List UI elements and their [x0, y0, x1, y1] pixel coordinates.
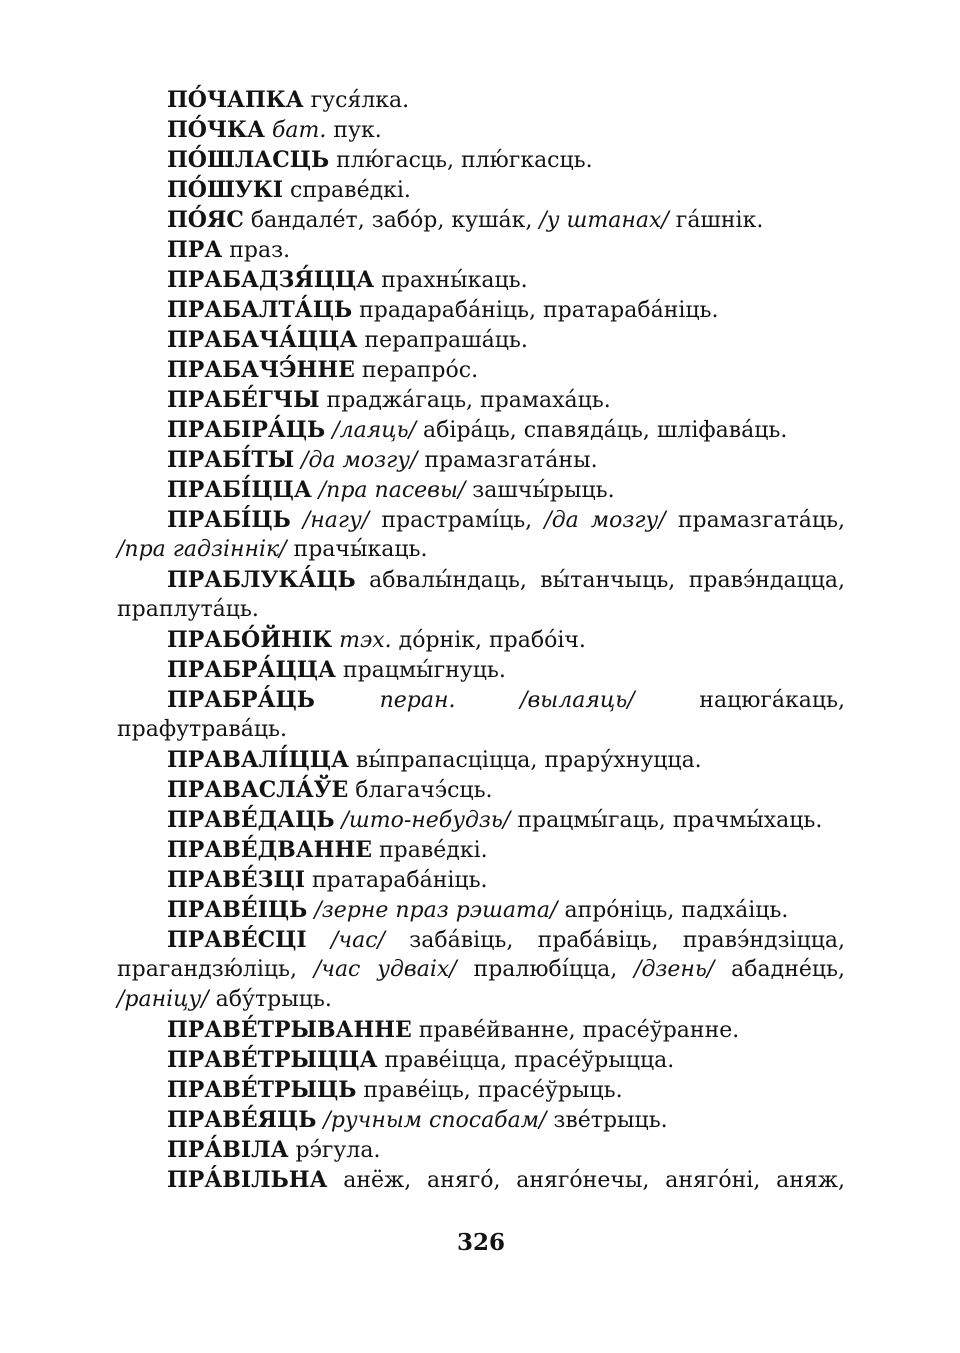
definition-text: нацюга́каць, [634, 688, 845, 713]
definition-text: зашчы́рыць. [465, 478, 615, 503]
entry-line [117, 445, 845, 475]
entry-line [117, 775, 845, 805]
headword: ПРАВЕ́ТРЫВАННЕ [167, 1017, 412, 1043]
definition-text: прадараба́ніць, пратараба́ніць. [352, 298, 719, 323]
usage-label: /лаяць/ [332, 418, 417, 443]
usage-label: перан. [379, 688, 456, 713]
dictionary-entry [117, 685, 845, 745]
definition-text: рэ́гула. [288, 1138, 381, 1163]
definition-text: заба́віць, праба́віць, правэ́ндзіцца, [384, 928, 845, 953]
definition-text: праплута́ць. [117, 597, 259, 622]
dictionary-entry [117, 115, 845, 145]
headword: ПРАВЕ́ДВАННЕ [167, 837, 373, 863]
headword: ПРАБІРА́ЦЬ [167, 417, 326, 443]
headword: ПРАВЕ́ЗЦІ [167, 867, 306, 893]
dictionary-entry [117, 265, 845, 295]
definition-text: справе́дкі. [283, 178, 411, 203]
dictionary-entry [117, 85, 845, 115]
entry-line [117, 235, 845, 265]
definition-text: гуся́лка. [303, 88, 410, 113]
dictionary-entry [117, 835, 845, 865]
definition-text: перапро́с. [354, 358, 479, 383]
definition-text [335, 808, 342, 833]
page-number: 326 [456, 1229, 505, 1256]
definition-text: благачэ́сць. [348, 778, 493, 803]
entry-line [117, 955, 845, 985]
entry-line [117, 325, 845, 355]
entry-line [117, 505, 845, 535]
dictionary-entry [117, 655, 845, 685]
entry-line [117, 385, 845, 415]
headword: ПРАВЕ́ТРЫЦЬ [167, 1077, 357, 1103]
entry-line [117, 85, 845, 115]
definition-text: абіра́ць, спавяда́ць, шліфава́ць. [416, 418, 788, 443]
headword: ПРАВЕ́СЦІ [167, 927, 307, 953]
headword: ПРАБРА́ЦЬ [167, 687, 315, 713]
headword: ПРАБАДЗЯ́ЦЦА [167, 267, 375, 293]
headword: ПРАБАЧЭ́ННЕ [167, 357, 355, 383]
usage-label: /раніцу/ [117, 987, 209, 1012]
definition-text: прастрамі́ць, [369, 508, 545, 533]
definition-text: зве́трыць. [546, 1108, 668, 1133]
headword: ПРАБО́ЙНІК [167, 627, 333, 653]
entry-line [117, 1105, 845, 1135]
headword: ПО́ШЛАСЦЬ [167, 147, 330, 173]
usage-label: /да мозгу/ [301, 448, 418, 473]
entry-line [117, 475, 845, 505]
headword: ПРАВЕ́ЯЦЬ [167, 1107, 317, 1133]
definition-text: прамазгата́ны. [417, 448, 598, 473]
definition-text: га́шнік. [668, 208, 764, 233]
entry-line [117, 985, 845, 1015]
definition-text: праве́йванне, прасе́ўранне. [411, 1018, 740, 1043]
entry-line [117, 355, 845, 385]
headword: ПРА [167, 237, 223, 263]
headword: ПО́ЧКА [167, 117, 265, 143]
definition-text: працмы́гаць, прачмы́хаць. [510, 808, 823, 833]
dictionary-entry [117, 895, 845, 925]
headword: ПО́ШУКІ [167, 177, 283, 203]
headword: ПРАВЕ́ІЦЬ [167, 897, 308, 923]
dictionary-entry [117, 1165, 845, 1195]
entry-line [117, 1165, 845, 1195]
definition-text: абу́трыць. [208, 987, 332, 1012]
dictionary-entry [117, 1135, 845, 1165]
definition-text: прагандзю́ліць, [117, 957, 314, 982]
definition-text: вы́прапасціцца, прару́хнуцца. [348, 748, 702, 773]
entry-line [117, 655, 845, 685]
headword: ПРАБІ́ЦЦА [167, 477, 312, 503]
dictionary-entry [117, 295, 845, 325]
headword: ПРАБЛУКА́ЦЬ [167, 567, 356, 593]
usage-label: /пра гадзіннік/ [117, 537, 287, 562]
headword: ПРАБЕ́ГЧЫ [167, 387, 320, 413]
usage-label: /час/ [331, 928, 385, 953]
usage-label: /што-небудзь/ [341, 808, 511, 833]
definition-text: праджа́гаць, прамаха́ць. [319, 388, 611, 413]
headword: ПРАБІ́ЦЬ [167, 507, 291, 533]
entry-list [117, 85, 845, 1195]
entry-line [117, 685, 845, 715]
dictionary-entry [117, 565, 845, 625]
entry-line [117, 715, 845, 745]
definition-text [312, 478, 319, 503]
definition-text [307, 928, 331, 953]
headword: ПРАВАЛІ́ЦЦА [167, 747, 349, 773]
usage-label: /пра пасевы/ [318, 478, 466, 503]
usage-label: /у штанах/ [539, 208, 669, 233]
definition-text: апро́ніць, падха́іць. [557, 898, 789, 923]
headword: ПРА́ВІЛЬНА [167, 1167, 328, 1193]
definition-text: абадне́ць, [714, 957, 845, 982]
definition-text: прафутрава́ць. [117, 717, 288, 742]
definition-text: перапраша́ць. [357, 328, 528, 353]
entry-line [117, 535, 845, 565]
dictionary-entry [117, 475, 845, 505]
entry-line [117, 895, 845, 925]
dictionary-entry [117, 925, 845, 1015]
entry-line [117, 295, 845, 325]
dictionary-entry [117, 445, 845, 475]
definition-text: плю́гасць, плю́гкасць. [329, 148, 593, 173]
dictionary-entry [117, 385, 845, 415]
entry-line [117, 835, 845, 865]
definition-text: прачы́каць. [286, 537, 428, 562]
dictionary-entry [117, 325, 845, 355]
entry-line [117, 745, 845, 775]
definition-text: пратараба́ніць. [305, 868, 488, 893]
definition-text: працмы́гнуць. [335, 658, 506, 683]
headword: ПРАВЕ́ТРЫЦЦА [167, 1047, 378, 1073]
dictionary-entry [117, 1015, 845, 1045]
entry-line [117, 265, 845, 295]
usage-label: /дзень/ [634, 957, 715, 982]
definition-text: праве́іцца, прасе́ўрыцца. [377, 1048, 675, 1073]
entry-line [117, 865, 845, 895]
entry-line [117, 1135, 845, 1165]
entry-line [117, 1015, 845, 1045]
entry-line [117, 625, 845, 655]
definition-text: анёж, аняго́, аняго́нечы, аняго́ні, аняж, [327, 1168, 845, 1193]
dictionary-entry [117, 1045, 845, 1075]
entry-line [117, 145, 845, 175]
headword: ПО́ЯС [167, 207, 244, 233]
headword: ПРАВАСЛА́ЎЕ [167, 777, 349, 803]
usage-label: /вылаяць/ [520, 688, 635, 713]
usage-label: /нагу/ [302, 508, 370, 533]
definition-text: прамазгата́ць, [665, 508, 845, 533]
headword: ПРА́ВІЛА [167, 1137, 289, 1163]
dictionary-entry [117, 355, 845, 385]
definition-text: праве́дкі. [372, 838, 488, 863]
entry-line [117, 1075, 845, 1105]
entry-line [117, 805, 845, 835]
usage-label: /зерне праз рэшата/ [314, 898, 558, 923]
definition-text: праз. [222, 238, 291, 263]
usage-label: /да мозгу/ [544, 508, 666, 533]
dictionary-entry [117, 745, 845, 775]
definition-text: пук. [326, 118, 382, 143]
dictionary-entry [117, 175, 845, 205]
headword: ПО́ЧАПКА [167, 87, 304, 113]
usage-label: тэх. [339, 628, 392, 653]
usage-label: /час удваіх/ [313, 957, 457, 982]
entry-line [117, 1045, 845, 1075]
definition-text: бандале́т, забо́р, куша́к, [243, 208, 540, 233]
entry-line [117, 415, 845, 445]
entry-line [117, 925, 845, 955]
definition-text [265, 118, 272, 143]
dictionary-entry [117, 805, 845, 835]
definition-text [291, 508, 303, 533]
dictionary-entry [117, 505, 845, 565]
definition-text: праве́іць, прасе́ўрыць. [356, 1078, 623, 1103]
headword: ПРАВЕ́ДАЦЬ [167, 807, 335, 833]
definition-text: до́рнік, прабо́іч. [391, 628, 586, 653]
dictionary-entry [117, 625, 845, 655]
definition-text [455, 688, 520, 713]
headword: ПРАБРА́ЦЦА [167, 657, 336, 683]
dictionary-entry [117, 865, 845, 895]
definition-text: прахны́каць. [374, 268, 528, 293]
dictionary-entry [117, 415, 845, 445]
entry-line [117, 175, 845, 205]
headword: ПРАБІ́ТЫ [167, 447, 295, 473]
entry-line [117, 595, 845, 625]
definition-text: пралюбі́цца, [456, 957, 635, 982]
entry-line [117, 205, 845, 235]
dictionary-entry [117, 775, 845, 805]
headword: ПРАБАЛТА́ЦЬ [167, 297, 353, 323]
dictionary-entry [117, 1075, 845, 1105]
dictionary-entry [117, 235, 845, 265]
usage-label: бат. [271, 118, 327, 143]
dictionary-entry [117, 1105, 845, 1135]
headword: ПРАБАЧА́ЦЦА [167, 327, 358, 353]
dictionary-entry [117, 145, 845, 175]
entry-line [117, 115, 845, 145]
usage-label: /ручным спосабам/ [323, 1108, 547, 1133]
definition-text: абвалы́ндаць, вы́танчыць, правэ́ндацца, [355, 568, 845, 593]
definition-text [315, 688, 380, 713]
entry-line [117, 565, 845, 595]
dictionary-entry [117, 205, 845, 235]
